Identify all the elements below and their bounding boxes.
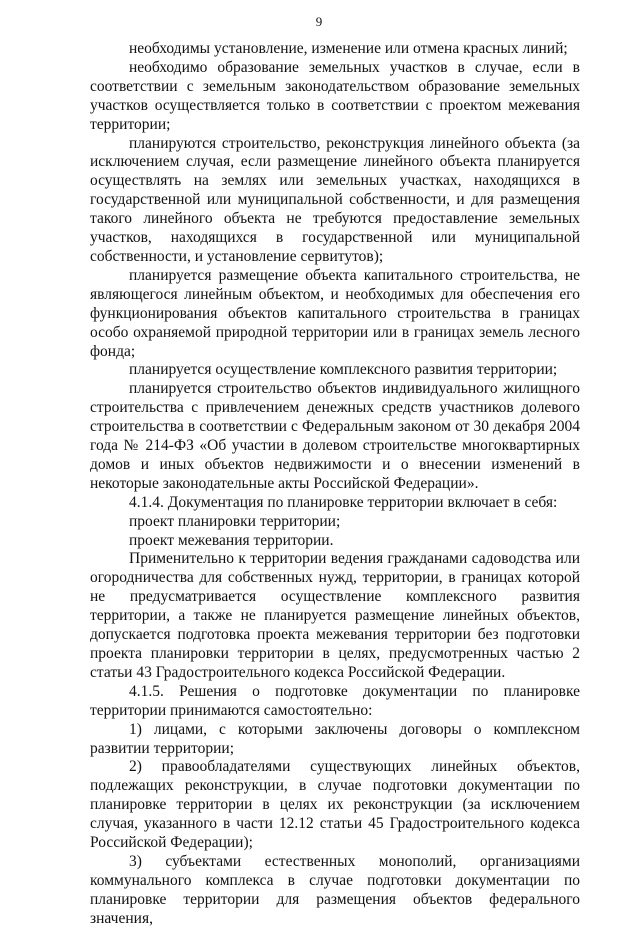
paragraph: необходимо образование земельных участков в случае, если в соответствии с земельным законодательством образование земельных участков осуществляется только в соответствии с проектом межевания территории;: [90, 58, 580, 133]
paragraph: планируется строительство объектов индивидуального жилищного строительства с привлечением денежных средств участников долевого строительства в соответствии с Федеральным законом от 30 декабря 2004 года № 214-ФЗ «Об участии в долевом строительстве многоквартирных домов и иных объектов недвижимости и о внесении изменений в некоторые законодательные акты Российской Федерации».: [90, 380, 580, 492]
list-item: 3) субъектами естественных монополий, организациями коммунального комплекса в случае подготовки документации по планировке территории для размещения объектов федерального значения,: [90, 852, 580, 927]
paragraph: проект межевания территории.: [129, 531, 334, 549]
list-item: 2) правообладателями существующих линейных объектов, подлежащих реконструкции, в случае подготовки документации по планировке территории в целях их реконструкции (за исключением случая, указанного в части 12.12 статьи 45 Градостроительного кодекса Российской Федерации);: [90, 758, 580, 852]
paragraph: планируется осуществление комплексного развития территории;: [129, 361, 558, 379]
list-item: 1) лицами, с которыми заключены договоры о комплексном развитии территории;: [90, 720, 580, 757]
paragraph: планируется размещение объекта капитального строительства, не являющегося линейным объектом, и необходимых для обеспечения его функционирования объектов капитального строительства в границах особо охраняемой природной территории или в границах земель лесного фонда;: [90, 266, 580, 360]
paragraph: Применительно к территории ведения гражданами садоводства или огородничества для собственных нужд, территории, в границах которой не предусматривается осуществление комплексного развития территории, а также не планируется размещение линейных объектов, допускается подготовка проекта межевания территории без подготовки проекта планировки территории в целях, предусмотренных частью 2 статьи 43 Градостроительного кодекса Российской Федерации.: [90, 550, 580, 681]
section-heading-4-1-5: 4.1.5. Решения о подготовке документации по планировке территории принимаются самостоятельно:: [90, 682, 580, 719]
document-body: [90, 40, 580, 929]
paragraph: проект планировки территории;: [129, 512, 341, 530]
paragraph: необходимы установление, изменение или отмена красных линий;: [129, 40, 568, 57]
paragraph: планируются строительство, реконструкция линейного объекта (за исключением случая, если размещение линейного объекта планируется осуществлять на землях или земельных участках, находящихся в государственной или муниципальной собственности, и для размещения такого линейного объекта не требуются предоставление земельных участков, находящихся в государственной или муниципальной собственности, и установление сервитутов);: [90, 134, 580, 265]
page-number: 9: [315, 14, 323, 29]
section-heading-4-1-4: 4.1.4. Документация по планировке территории включает в себя:: [129, 493, 558, 511]
